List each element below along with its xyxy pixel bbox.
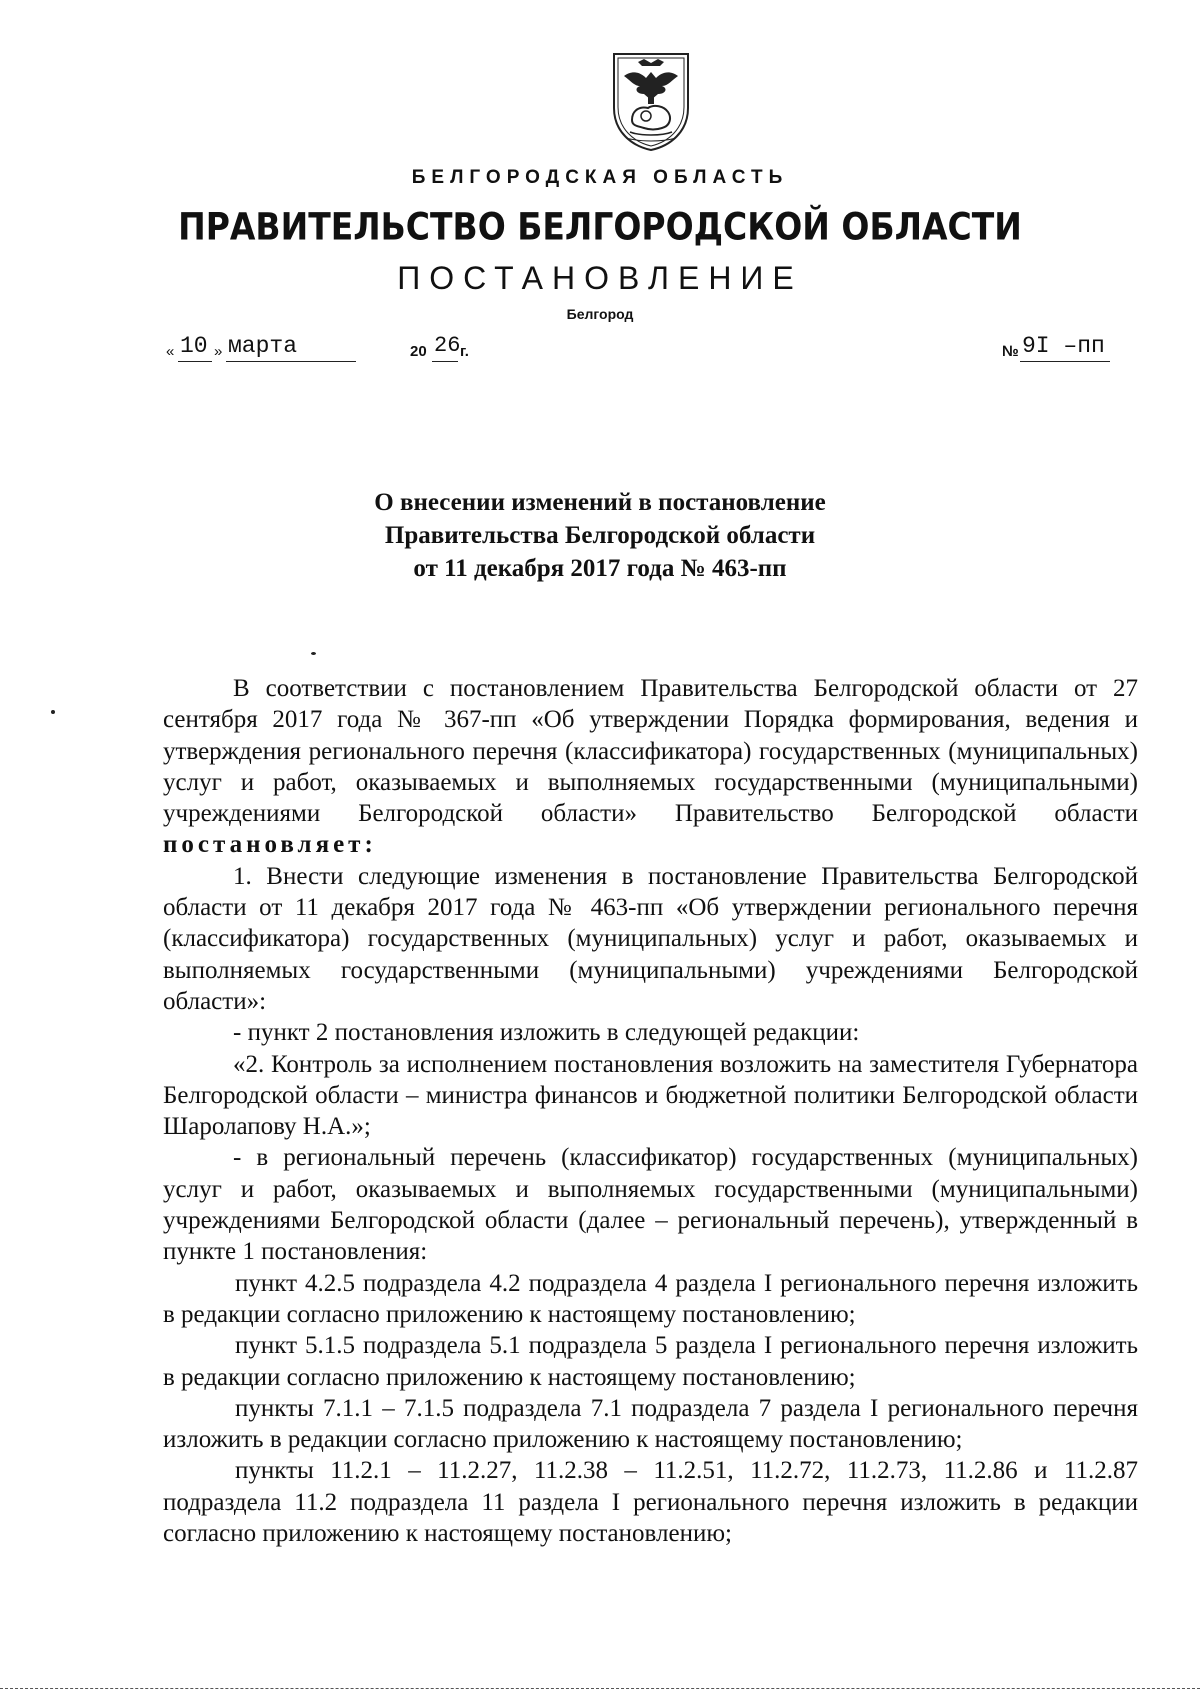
date-close-quote: »	[214, 343, 223, 360]
date-year-underline	[432, 361, 458, 362]
document-date	[166, 333, 496, 363]
date-month-underline	[226, 361, 356, 362]
title-line-2: Правительства Белгородской области	[384, 522, 816, 549]
number-prefix: №	[1002, 343, 1019, 360]
scan-speck	[51, 710, 55, 714]
date-century: 20	[410, 343, 427, 360]
government-heading: ПРАВИТЕЛЬСТВО БЕЛГОРОДСКОЙ ОБЛАСТИ	[178, 204, 1022, 249]
body-paragraph-8: пункты 7.1.1 – 7.1.5 подраздела 7.1 подраздела 7 раздела I регионального перечня изложить в редакции согласно приложению к настоящему постановлению;	[163, 1394, 1138, 1454]
document-body	[163, 673, 1138, 1549]
date-day: 10	[180, 333, 208, 359]
document-type-heading: ПОСТАНОВЛЕНИЕ	[397, 260, 803, 296]
document-title	[0, 486, 1200, 585]
body-paragraph-1-text: В соответствии с постановлением Правительства Белгородской области от 27 сентября 2017 года № 367-пп «Об утверждении Порядка формирования, ведения и утверждения регионального перечня (классификатора) государственных (муниципальных) услуг и работ, оказываемых и выполняемых государственными (муниципальными) учреждениями Белгородской области» Правительство Белгородской области	[163, 675, 1138, 828]
date-suffix: г.	[460, 343, 469, 360]
scan-speck	[311, 652, 316, 655]
body-paragraph-7: пункт 5.1.5 подраздела 5.1 подраздела 5 раздела I регионального перечня изложить в редакции согласно приложению к настоящему постановлению;	[163, 1332, 1138, 1391]
body-paragraph-9: пункты 11.2.1 – 11.2.27, 11.2.38 – 11.2.51, 11.2.72, 11.2.73, 11.2.86 и 11.2.87 подраздела 11.2 подраздела 11 раздела I регионального перечня изложить в редакции согласно приложению к настоящему постановлению;	[163, 1457, 1138, 1548]
body-paragraph-1	[163, 673, 1138, 861]
body-paragraph-3: - пункт 2 постановления изложить в следующей редакции:	[233, 1019, 860, 1047]
body-paragraph-5: - в региональный перечень (классификатор) государственных (муниципальных) услуг и работ, оказываемых и выполняемых государственными (муниципальными) учреждениями Белгородской области (далее – региональный перечень), утвержденный в пункте 1 постановления:	[163, 1144, 1138, 1266]
date-year: 26	[434, 333, 461, 358]
city-label: Белгород	[566, 306, 634, 322]
number-value: 9I –пп	[1022, 333, 1105, 359]
document-number	[1002, 333, 1112, 363]
body-paragraph-6: пункт 4.2.5 подраздела 4.2 подраздела 4 раздела I регионального перечня изложить в редакции согласно приложению к настоящему постановлению;	[163, 1269, 1138, 1328]
body-paragraph-2: 1. Внести следующие изменения в постановление Правительства Белгородской области от 11 декабря 2017 года № 463-пп «Об утверждении регионального перечня (классификатора) государственных (муниципальных) услуг и работ, оказываемых и выполняемых государственными (муниципальными) учреждениями Белгородской области»:	[163, 862, 1138, 1015]
number-underline	[1020, 361, 1110, 362]
scan-edge-line	[0, 1688, 1200, 1689]
title-line-3: от 11 декабря 2017 года № 463-пп	[413, 555, 787, 582]
title-line-1: О внесении изменений в постановление	[374, 489, 826, 516]
decree-keyword: постановляет:	[163, 831, 377, 859]
date-open-quote: «	[166, 343, 175, 360]
date-day-underline	[178, 361, 212, 362]
date-month: марта	[228, 333, 298, 359]
body-paragraph-4: «2. Контроль за исполнением постановления возложить на заместителя Губернатора Белгородской области – министра финансов и бюджетной политики Белгородской области Шаролапову Н.А.»;	[163, 1050, 1138, 1141]
region-heading: БЕЛГОРОДСКАЯ ОБЛАСТЬ	[411, 167, 789, 188]
coat-of-arms-emblem	[610, 50, 692, 152]
